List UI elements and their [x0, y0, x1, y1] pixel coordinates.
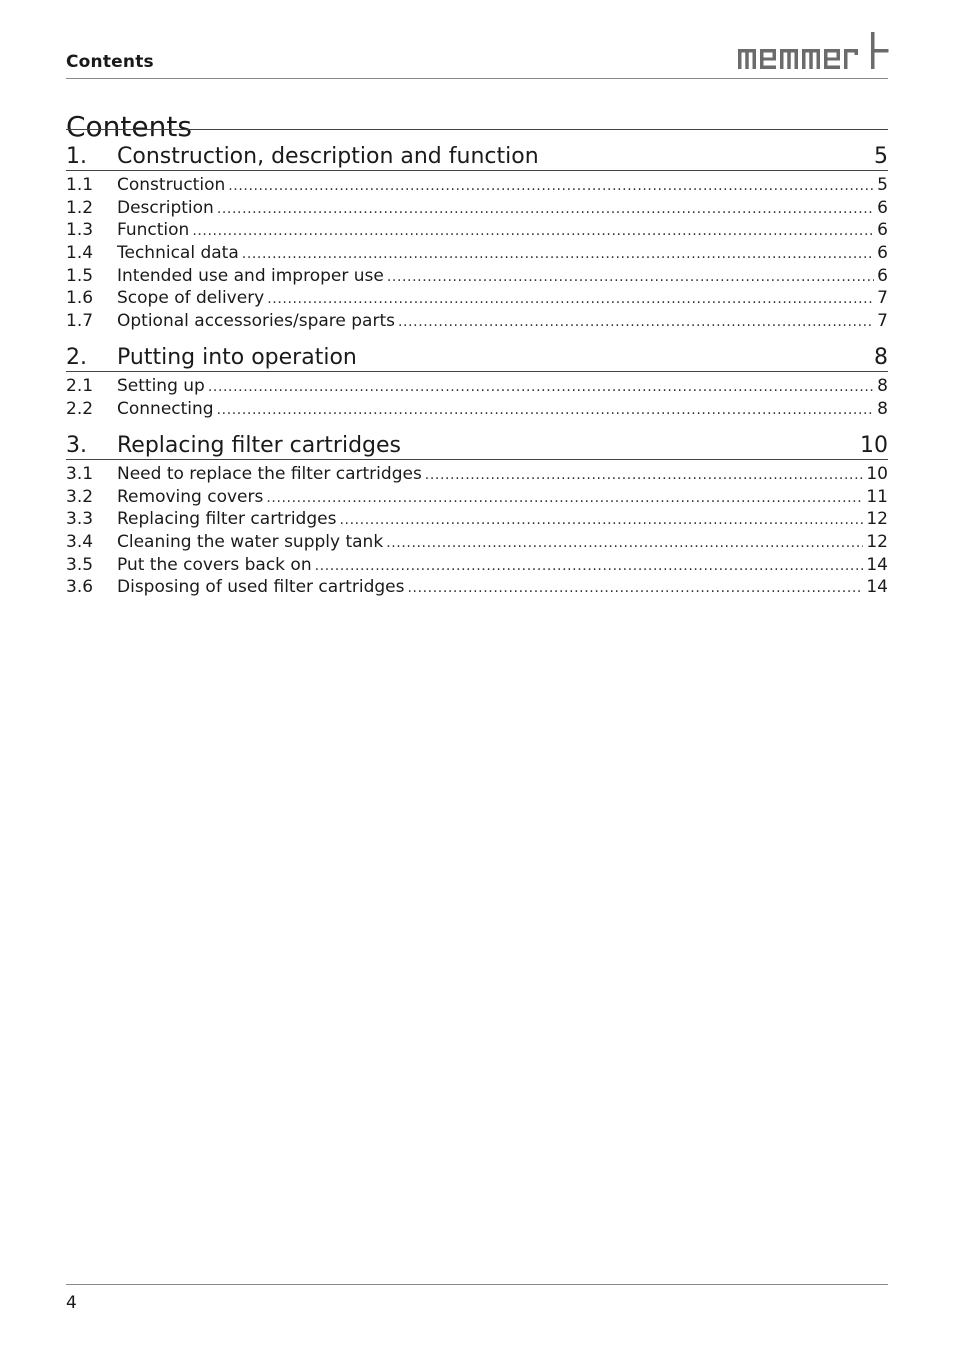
chapter-number: 2. [66, 345, 87, 370]
entry-title: Replacing filter cartridges [117, 509, 337, 530]
entry-page: 14 [866, 577, 888, 598]
chapter-title: Construction, description and function [117, 144, 539, 169]
toc-entry[interactable] [66, 576, 888, 599]
dot-leader [407, 577, 863, 600]
chapter-number: 3. [66, 433, 87, 458]
entry-number: 1.5 [66, 265, 94, 286]
dot-leader [192, 220, 874, 243]
toc-entry[interactable] [66, 375, 888, 398]
entry-title: Construction [117, 175, 226, 195]
entry-number: 3.2 [66, 486, 94, 507]
toc-entry[interactable] [66, 287, 888, 310]
dot-leader [208, 376, 874, 399]
entry-title: Disposing of used filter cartridges [117, 577, 405, 598]
chapter-page: 10 [860, 433, 888, 458]
entry-number: 1.1 [66, 175, 94, 195]
entry-number: 3.4 [66, 532, 94, 553]
entry-page: 6 [877, 265, 888, 286]
running-header: Contents [66, 52, 154, 72]
dot-leader [267, 288, 874, 311]
toc-entry[interactable] [66, 197, 888, 220]
entry-number: 1.3 [66, 220, 94, 241]
toc-entry[interactable] [66, 486, 888, 509]
entry-title: Setting up [117, 376, 205, 396]
chapter-page: 5 [874, 144, 888, 169]
entry-title: Intended use and improper use [117, 265, 384, 286]
entry-page: 6 [877, 197, 888, 218]
entry-title: Optional accessories/spare parts [117, 311, 395, 332]
entry-number: 1.4 [66, 243, 94, 264]
page-title: Contents [66, 109, 192, 143]
entry-number: 1.6 [66, 288, 94, 309]
chapter-heading[interactable] [66, 342, 888, 372]
entry-number: 3.6 [66, 577, 94, 598]
entry-number: 2.2 [66, 398, 94, 419]
entry-title: Scope of delivery [117, 288, 265, 309]
toc-entry[interactable] [66, 242, 888, 265]
entry-title: Need to replace the filter cartridges [117, 464, 422, 484]
entry-title: Put the covers back on [117, 554, 312, 575]
dot-leader [217, 399, 875, 422]
dot-leader [387, 266, 874, 289]
chapter-page: 8 [874, 345, 888, 370]
toc-chapter-1 [66, 141, 888, 333]
dot-leader [266, 487, 863, 510]
toc-entry[interactable] [66, 174, 888, 197]
entry-number: 3.3 [66, 509, 94, 530]
toc-entry[interactable] [66, 463, 888, 486]
toc-chapter-3 [66, 430, 888, 599]
entry-page: 6 [877, 220, 888, 241]
dot-leader [217, 198, 874, 221]
chapter-title: Replacing filter cartridges [117, 433, 402, 458]
entry-title: Removing covers [117, 486, 264, 507]
entry-title: Connecting [117, 398, 214, 419]
footer-divider [66, 1284, 888, 1285]
toc-entry[interactable] [66, 554, 888, 577]
entry-page: 6 [877, 243, 888, 264]
chapter-title: Putting into operation [117, 345, 357, 370]
dot-leader [386, 532, 863, 555]
entry-page: 5 [877, 175, 888, 195]
entry-page: 8 [877, 376, 888, 396]
entry-page: 11 [866, 486, 888, 507]
dot-leader [315, 555, 864, 578]
chapter-heading[interactable] [66, 141, 888, 171]
entry-title: Function [117, 220, 190, 241]
entry-title: Cleaning the water supply tank [117, 532, 384, 553]
entry-number: 3.1 [66, 464, 94, 484]
header-divider [66, 78, 888, 79]
dot-leader [242, 243, 874, 266]
entry-page: 7 [877, 288, 888, 309]
dot-leader [425, 464, 864, 487]
title-divider [66, 129, 888, 130]
entry-number: 1.2 [66, 197, 94, 218]
toc-entry[interactable] [66, 531, 888, 554]
entry-number: 1.7 [66, 311, 94, 332]
toc-entry[interactable] [66, 310, 888, 333]
toc-entry[interactable] [66, 508, 888, 531]
toc-entry[interactable] [66, 265, 888, 288]
page-number: 4 [66, 1293, 77, 1313]
entry-title: Technical data [117, 243, 239, 264]
entry-page: 7 [877, 311, 888, 332]
chapter-heading[interactable] [66, 430, 888, 460]
entry-number: 3.5 [66, 554, 94, 575]
entry-page: 10 [866, 464, 888, 484]
entry-title: Description [117, 197, 214, 218]
entry-page: 14 [866, 554, 888, 575]
toc-entry[interactable] [66, 398, 888, 421]
dot-leader [228, 175, 874, 198]
dot-leader [398, 311, 874, 334]
entry-page: 8 [877, 398, 888, 419]
chapter-number: 1. [66, 144, 87, 169]
memmert-logo [738, 32, 890, 72]
toc-entry[interactable] [66, 219, 888, 242]
entry-page: 12 [866, 509, 888, 530]
dot-leader [339, 509, 863, 532]
toc-chapter-2 [66, 342, 888, 420]
entry-page: 12 [866, 532, 888, 553]
entry-number: 2.1 [66, 376, 94, 396]
